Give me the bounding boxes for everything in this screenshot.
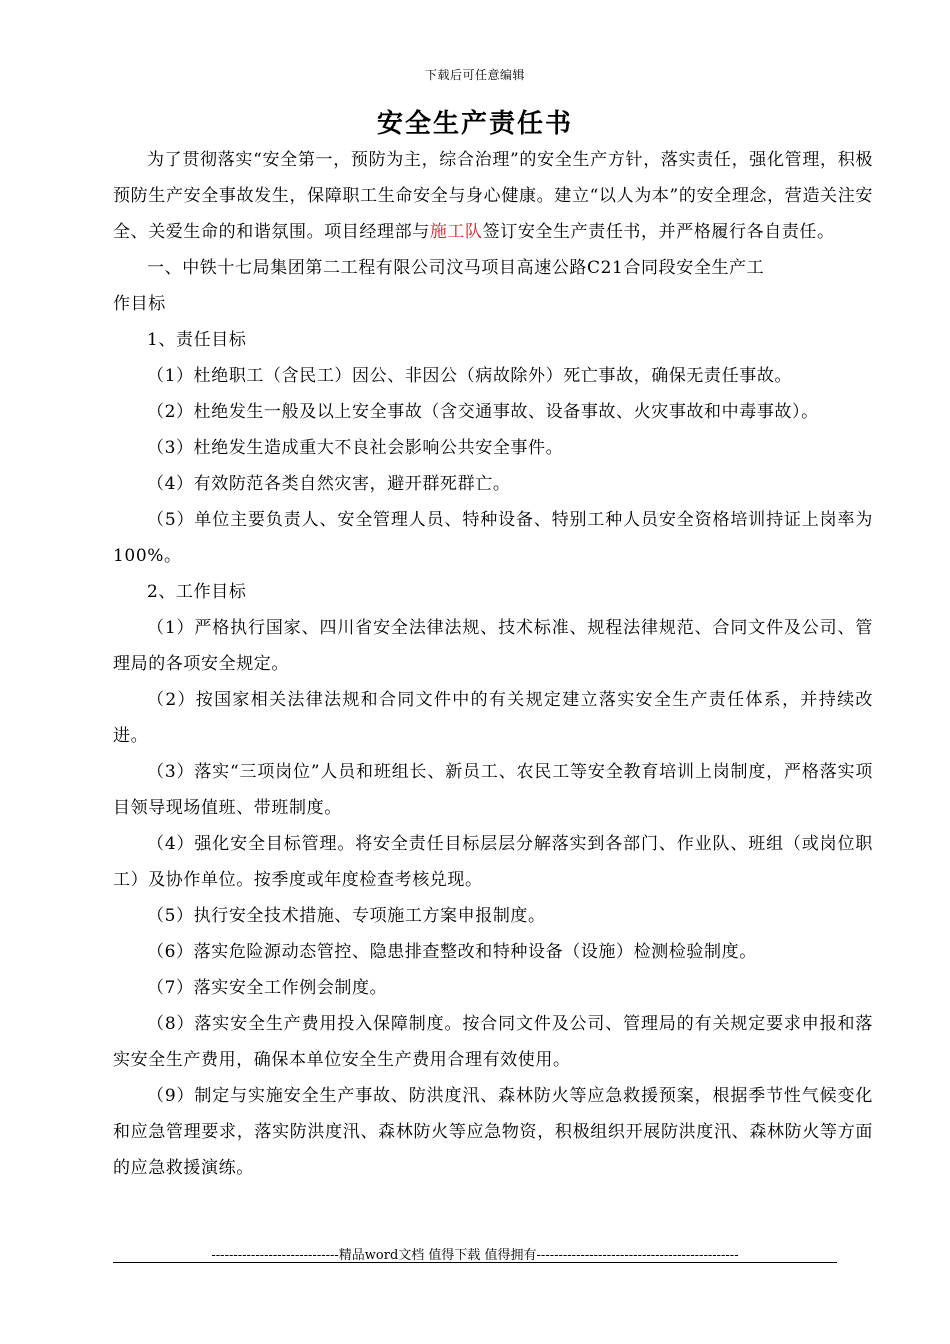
section1-heading-continuation: 作目标: [113, 294, 166, 314]
sub2-item: （1）严格执行国家、四川省安全法律法规、技术标准、规程法律规范、合同文件及公司、管理局的各项安全规定。: [113, 618, 873, 674]
intro-highlight-party: 施工队: [429, 222, 483, 242]
sub2-item: （7）落实安全工作例会制度。: [147, 978, 388, 998]
sub1-heading: 1、责任目标: [147, 330, 247, 350]
sub1-item: （2）杜绝发生一般及以上安全事故（含交通事故、设备事故、火灾事故和中毒事故）。: [147, 402, 819, 422]
sub1-item: （5）单位主要负责人、安全管理人员、特种设备、特别工种人员安全资格培训持证上岗率为100%。: [113, 510, 873, 566]
sub2-item: （5）执行安全技术措施、专项施工方案申报制度。: [147, 906, 546, 926]
footer-note: -----------------------------精品word文档 值得下载 值得拥有----------------------------------------------: [211, 1248, 739, 1263]
document-body: [113, 142, 873, 1186]
sub1-item: （3）杜绝发生造成重大不良社会影响公共安全事件。: [147, 438, 564, 458]
sub2-item: （4）强化安全目标管理。将安全责任目标层层分解落实到各部门、作业队、班组（或岗位职工）及协作单位。按季度或年度检查考核兑现。: [113, 834, 873, 890]
intro-text-after: 签订安全生产责任书，并严格履行各自责任。: [482, 222, 835, 242]
intro-text-before: 为了贯彻落实“安全第一，预防为主，综合治理”的安全生产方针，落实责任，强化管理，积极预防生产安全事故发生，保障职工生命安全与身心健康。建立“以人为本”的安全理念，营造关注安全、关爱生命的和谐氛围。项目经理部与: [113, 150, 873, 242]
header-note: 下载后可任意编辑: [424, 68, 525, 82]
sub1-item: （4）有效防范各类自然灾害，避开群死群亡。: [147, 474, 511, 494]
intro-paragraph: [113, 142, 873, 250]
sub1-item: （1）杜绝职工（含民工）因公、非因公（病故除外）死亡事故，确保无责任事故。: [147, 366, 793, 386]
section1-heading: 一、中铁十七局集团第二工程有限公司汶马项目高速公路C21合同段安全生产工: [147, 258, 765, 278]
document-title: 安全生产责任书: [376, 109, 573, 139]
sub2-item: （2）按国家相关法律法规和合同文件中的有关规定建立落实安全生产责任体系，并持续改进。: [113, 690, 873, 746]
sub2-item: （9）制定与实施安全生产事故、防洪度汛、森林防火等应急救援预案，根据季节性气候变化和应急管理要求，落实防洪度汛、森林防火等应急物资，积极组织开展防洪度汛、森林防火等方面的应急救援演练。: [113, 1086, 873, 1178]
sub2-item: （8）落实安全生产费用投入保障制度。按合同文件及公司、管理局的有关规定要求申报和落实安全生产费用，确保本单位安全生产费用合理有效使用。: [113, 1014, 873, 1070]
sub2-item: （3）落实“三项岗位”人员和班组长、新员工、农民工等安全教育培训上岗制度，严格落实项目领导现场值班、带班制度。: [113, 762, 873, 818]
sub2-heading: 2、工作目标: [147, 582, 247, 602]
footer-divider: [113, 1262, 837, 1263]
sub2-item: （6）落实危险源动态管控、隐患排查整改和特种设备（设施）检测检验制度。: [147, 942, 757, 962]
